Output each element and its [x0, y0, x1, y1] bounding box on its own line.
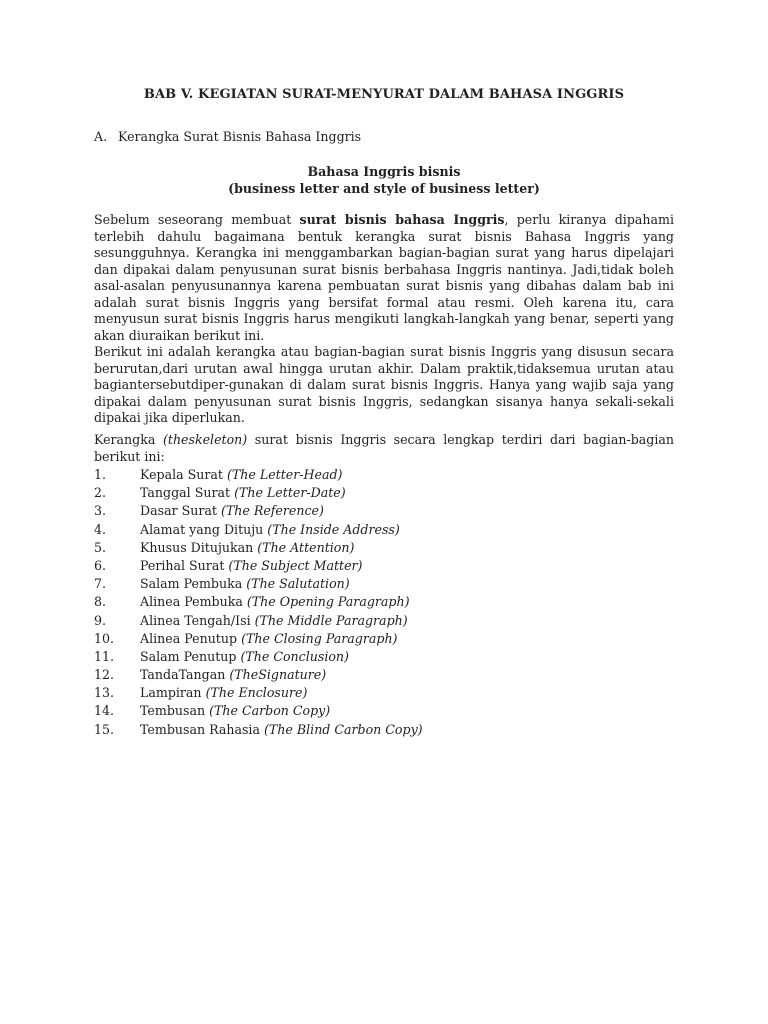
list-number: 6. — [94, 557, 107, 573]
list-english: (The Closing Paragraph) — [241, 630, 398, 646]
list-label: Tembusan Rahasia — [140, 721, 260, 737]
list-item — [94, 557, 423, 575]
paragraph-1-rest: , perlu kiranya dipahami terlebih dahulu bagaimana bentuk kerangka surat bisnis Bahasa Inggris yang sesungguhnya. Kerangka ini menggambarkan bagian-bagian surat yang harus dipelajari dan dipakai dalam penyusunan surat bisnis berbahasa Inggris nantinya. Jadi,tidak boleh asal-asalan penyusunannya karena pembuatan surat bisnis yang dibahas dalam bab ini adalah surat bisnis Inggris yang bersifat formal atau resmi. Oleh karena itu, cara menyusun surat bisnis Inggris harus mengikuti langkah-langkah yang benar, seperti yang akan diuraikan berikut ini. — [94, 212, 674, 343]
subtitle-line-1: Bahasa Inggris bisnis — [307, 164, 461, 179]
list-item — [94, 684, 423, 702]
list-label: Tembusan — [140, 703, 206, 719]
section-heading — [94, 129, 361, 144]
list-item — [94, 539, 423, 557]
list-number: 7. — [94, 576, 107, 592]
list-item — [94, 612, 423, 630]
list-english: (TheSignature) — [229, 667, 327, 683]
list-label: Salam Penutup — [140, 648, 237, 664]
list-label: Khusus Ditujukan — [140, 539, 254, 555]
list-item — [94, 466, 423, 484]
list-item — [94, 575, 423, 593]
list-english: (The Salutation) — [246, 576, 350, 592]
list-number: 1. — [94, 467, 107, 482]
list-number: 11. — [94, 648, 115, 664]
list-english: (The Carbon Copy) — [209, 703, 331, 719]
section-letter: A. — [94, 129, 108, 144]
list-english: (The Enclosure) — [205, 685, 308, 701]
list-english: (The Blind Carbon Copy) — [264, 721, 423, 737]
list-label: Perihal Surat — [140, 557, 225, 573]
intro-paragraphs — [94, 212, 674, 427]
list-english: (The Middle Paragraph) — [254, 612, 408, 628]
list-number: 15. — [94, 721, 115, 737]
list-number: 4. — [94, 521, 107, 537]
list-item — [94, 502, 423, 520]
list-number: 5. — [94, 539, 107, 555]
list-item — [94, 484, 423, 502]
list-english: (The Letter-Head) — [226, 467, 343, 482]
list-item — [94, 648, 423, 666]
letter-outline-list — [94, 466, 423, 739]
chapter-title: BAB V. KEGIATAN SURAT-MENYURAT DALAM BAHASA INGGRIS — [143, 87, 625, 102]
list-number: 13. — [94, 685, 115, 701]
list-number: 9. — [94, 612, 107, 628]
list-label: Tanggal Surat — [140, 485, 231, 501]
list-label: Alinea Penutup — [140, 630, 238, 646]
list-number: 14. — [94, 703, 115, 719]
list-english: (The Opening Paragraph) — [246, 594, 410, 610]
paragraph-3-rest: surat bisnis Inggris secara lengkap terdiri dari bagian-bagian berikut ini: — [94, 432, 674, 464]
list-item — [94, 593, 423, 611]
list-english: (The Conclusion) — [240, 648, 349, 664]
list-english: (The Subject Matter) — [228, 557, 363, 573]
list-label: Alamat yang Dituju — [140, 521, 264, 537]
list-label: Kepala Surat — [140, 467, 223, 482]
list-english: (The Letter-Date) — [234, 485, 346, 501]
list-item — [94, 666, 423, 684]
paragraph-3-lead: Kerangka — [94, 432, 163, 447]
list-english: (The Attention) — [257, 539, 355, 555]
list-label: Alinea Tengah/Isi — [140, 612, 251, 628]
list-item — [94, 630, 423, 648]
list-label: Alinea Pembuka — [140, 594, 243, 610]
list-number: 12. — [94, 667, 115, 683]
list-label: Lampiran — [140, 685, 202, 701]
list-number: 3. — [94, 503, 107, 519]
list-english: (The Reference) — [220, 503, 324, 519]
list-item — [94, 721, 423, 739]
subtitle-line-2: (business letter and style of business letter) — [228, 181, 540, 196]
list-number: 10. — [94, 630, 115, 646]
list-number: 8. — [94, 594, 107, 610]
paragraph-3 — [94, 432, 674, 465]
paragraph-3-italic: (theskeleton) — [162, 432, 248, 447]
list-number: 2. — [94, 485, 107, 501]
section-title: Kerangka Surat Bisnis Bahasa Inggris — [118, 129, 362, 144]
list-label: Dasar Surat — [140, 503, 217, 519]
list-item — [94, 702, 423, 720]
list-english: (The Inside Address) — [267, 521, 400, 537]
list-label: TandaTangan — [140, 667, 226, 683]
paragraph-1-lead: Sebelum seseorang membuat — [94, 212, 300, 227]
list-item — [94, 521, 423, 539]
list-label: Salam Pembuka — [140, 576, 243, 592]
paragraph-2: Berikut ini adalah kerangka atau bagian-bagian surat bisnis Inggris yang disusun secara berurutan,dari urutan awal hingga urutan akhir. Dalam praktik,tidaksemua urutan atau bagiantersebutdiper-gunakan di dalam surat bisnis Inggris. Hanya yang wajib saja yang dipakai dalam penyusunan surat bisnis Inggris, sedangkan sisanya hanya sekali-sekali dipakai jika diperlukan. — [94, 344, 674, 425]
paragraph-1-bold: surat bisnis bahasa Inggris — [299, 212, 505, 227]
